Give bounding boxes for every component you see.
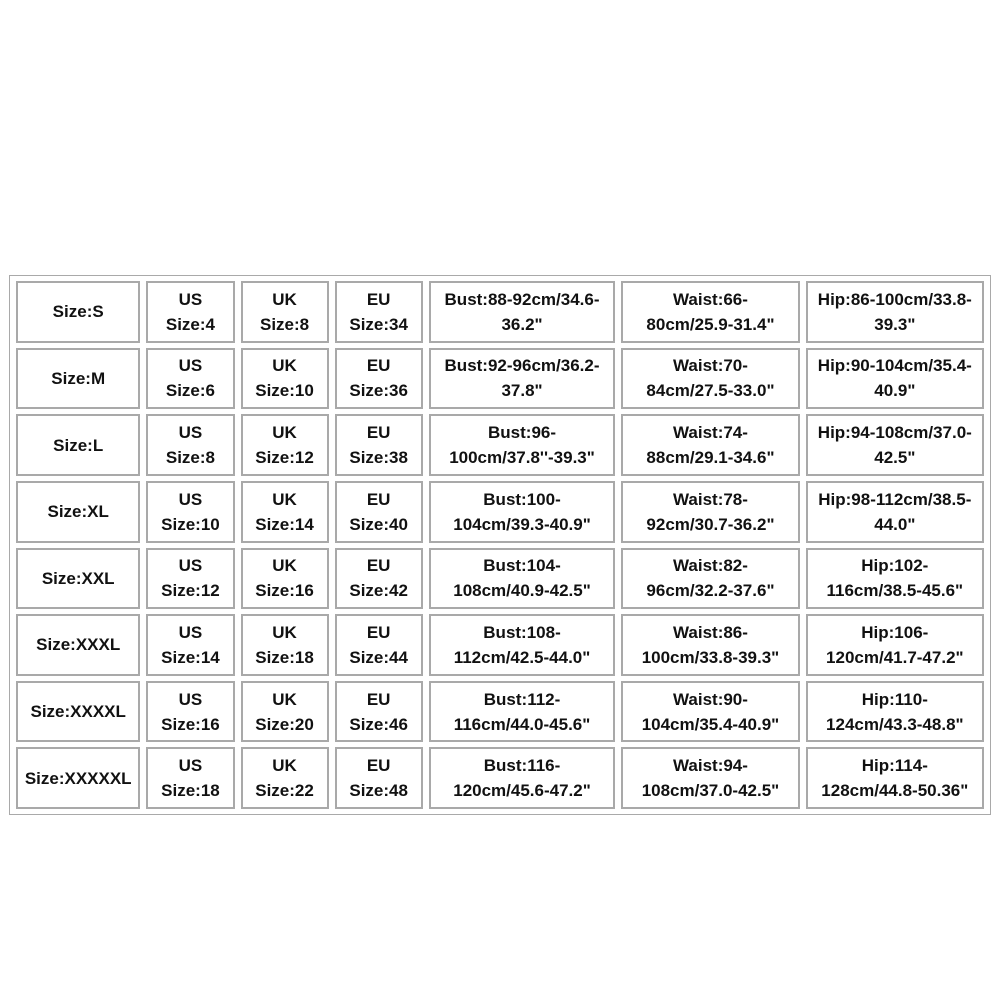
waist-cell: Waist:66- 80cm/25.9-31.4" xyxy=(621,281,799,343)
size-cell: Size:XXXL xyxy=(16,614,140,676)
us-size-cell: US Size:8 xyxy=(146,414,234,476)
eu-size-cell: EU Size:38 xyxy=(335,414,423,476)
uk-size-cell: UK Size:18 xyxy=(241,614,329,676)
table-row xyxy=(16,747,984,809)
us-size-cell: US Size:10 xyxy=(146,481,234,543)
bust-cell: Bust:100- 104cm/39.3-40.9" xyxy=(429,481,616,543)
table-row xyxy=(16,481,984,543)
bust-cell: Bust:88-92cm/34.6- 36.2" xyxy=(429,281,616,343)
size-chart-table xyxy=(9,275,991,815)
size-cell: Size:M xyxy=(16,348,140,410)
uk-size-cell: UK Size:8 xyxy=(241,281,329,343)
eu-size-cell: EU Size:42 xyxy=(335,548,423,610)
hip-cell: Hip:98-112cm/38.5- 44.0" xyxy=(806,481,984,543)
eu-size-cell: EU Size:44 xyxy=(335,614,423,676)
size-cell: Size:L xyxy=(16,414,140,476)
waist-cell: Waist:70- 84cm/27.5-33.0" xyxy=(621,348,799,410)
us-size-cell: US Size:4 xyxy=(146,281,234,343)
bust-cell: Bust:104- 108cm/40.9-42.5" xyxy=(429,548,616,610)
bust-cell: Bust:116- 120cm/45.6-47.2" xyxy=(429,747,616,809)
waist-cell: Waist:94- 108cm/37.0-42.5" xyxy=(621,747,799,809)
us-size-cell: US Size:18 xyxy=(146,747,234,809)
us-size-cell: US Size:12 xyxy=(146,548,234,610)
uk-size-cell: UK Size:22 xyxy=(241,747,329,809)
waist-cell: Waist:78- 92cm/30.7-36.2" xyxy=(621,481,799,543)
table-row xyxy=(16,281,984,343)
uk-size-cell: UK Size:20 xyxy=(241,681,329,743)
hip-cell: Hip:86-100cm/33.8- 39.3" xyxy=(806,281,984,343)
table-row xyxy=(16,614,984,676)
size-cell: Size:XXXXL xyxy=(16,681,140,743)
hip-cell: Hip:110- 124cm/43.3-48.8" xyxy=(806,681,984,743)
size-cell: Size:XXXXXL xyxy=(16,747,140,809)
bust-cell: Bust:108- 112cm/42.5-44.0" xyxy=(429,614,616,676)
table-row xyxy=(16,414,984,476)
size-cell: Size:XL xyxy=(16,481,140,543)
hip-cell: Hip:106- 120cm/41.7-47.2" xyxy=(806,614,984,676)
table-row xyxy=(16,348,984,410)
bust-cell: Bust:112- 116cm/44.0-45.6" xyxy=(429,681,616,743)
hip-cell: Hip:94-108cm/37.0- 42.5" xyxy=(806,414,984,476)
eu-size-cell: EU Size:34 xyxy=(335,281,423,343)
us-size-cell: US Size:16 xyxy=(146,681,234,743)
us-size-cell: US Size:6 xyxy=(146,348,234,410)
bust-cell: Bust:92-96cm/36.2- 37.8" xyxy=(429,348,616,410)
size-cell: Size:S xyxy=(16,281,140,343)
uk-size-cell: UK Size:12 xyxy=(241,414,329,476)
eu-size-cell: EU Size:40 xyxy=(335,481,423,543)
hip-cell: Hip:90-104cm/35.4- 40.9" xyxy=(806,348,984,410)
uk-size-cell: UK Size:14 xyxy=(241,481,329,543)
size-cell: Size:XXL xyxy=(16,548,140,610)
waist-cell: Waist:74- 88cm/29.1-34.6" xyxy=(621,414,799,476)
uk-size-cell: UK Size:16 xyxy=(241,548,329,610)
waist-cell: Waist:90- 104cm/35.4-40.9" xyxy=(621,681,799,743)
eu-size-cell: EU Size:48 xyxy=(335,747,423,809)
bust-cell: Bust:96- 100cm/37.8''-39.3" xyxy=(429,414,616,476)
eu-size-cell: EU Size:46 xyxy=(335,681,423,743)
table-row xyxy=(16,548,984,610)
table-row xyxy=(16,681,984,743)
waist-cell: Waist:82- 96cm/32.2-37.6" xyxy=(621,548,799,610)
us-size-cell: US Size:14 xyxy=(146,614,234,676)
hip-cell: Hip:102- 116cm/38.5-45.6" xyxy=(806,548,984,610)
waist-cell: Waist:86- 100cm/33.8-39.3" xyxy=(621,614,799,676)
uk-size-cell: UK Size:10 xyxy=(241,348,329,410)
eu-size-cell: EU Size:36 xyxy=(335,348,423,410)
hip-cell: Hip:114- 128cm/44.8-50.36" xyxy=(806,747,984,809)
